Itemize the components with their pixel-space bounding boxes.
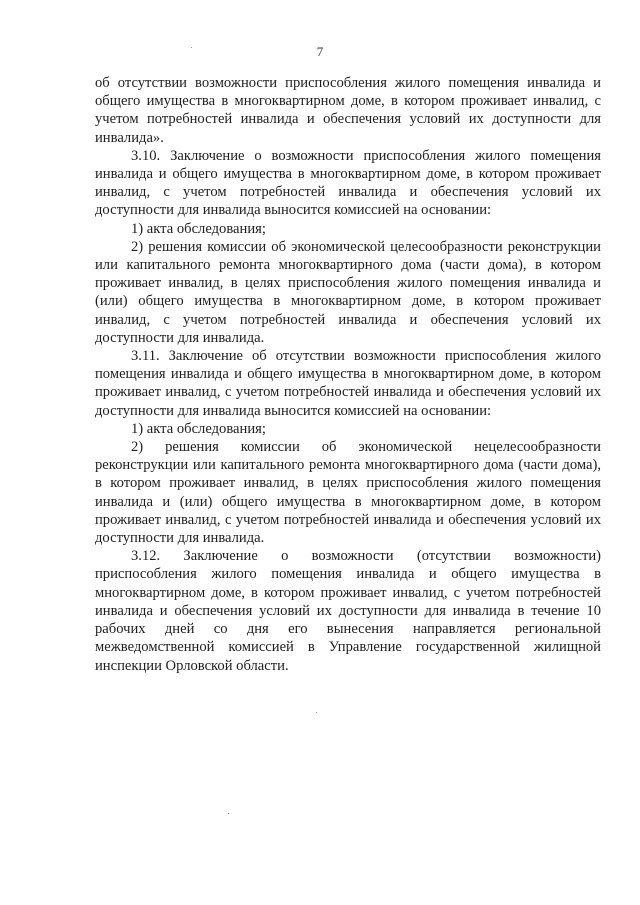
document-body [95,74,601,675]
paragraph-3-12: 3.12. Заключение о возможности (отсутствии возможности) приспособления жилого помещения инвалида и общего имущества в многоквартирном доме, в котором проживает инвалид, с учетом потребностей инвалида и обеспечения условий их доступности для инвалида в течение 10 рабочих дней со дня его вынесения направляется региональной межведомственной комиссией в Управление государственной жилищной инспекции Орловской области. [95,548,601,674]
paragraph-continuation: об отсутствии возможности приспособления жилого помещения инвалида и общего имущества в многоквартирном доме, в котором проживает инвалид, с учетом потребностей инвалида и обеспечения условий их доступности для инвалида». [95,75,601,146]
list-item-3-10-2: 2) решения комиссии об экономической целесообразности реконструкции или капитального ремонта многоквартирного дома (части дома), в котором проживает инвалид, в целях приспособления жилого помещения инвалида и (или) общего имущества в многоквартирном доме, в котором проживает инвалид, с учетом потребностей инвалида и обеспечения условий их доступности для инвалида. [95,238,601,346]
paragraph-3-11: 3.11. Заключение об отсутствии возможности приспособления жилого помещения инвалида и общего имущества в многоквартирном доме, в котором проживает инвалид, с учетом потребностей инвалида и обеспечения условий их доступности для инвалида выносится комиссией на основании: [95,348,601,419]
list-item-3-11-2: 2) решения комиссии об экономической нецелесообразности реконструкции или капитального ремонта многоквартирного дома (части дома), в котором проживает инвалид, в целях приспособления жилого помещения инвалида и (или) общего имущества в многоквартирном доме, в котором проживает инвалид, с учетом потребностей инвалида и обеспечения условий их доступности для инвалида. [95,439,601,547]
list-item-3-10-1: 1) акта обследования; [131,220,266,237]
paragraph-3-10: 3.10. Заключение о возможности приспособления жилого помещения инвалида и общего имущества в многоквартирном доме, в котором проживает инвалид, с учетом потребностей инвалида и обеспечения условий их доступности для инвалида выносится комиссией на основании: [95,147,601,219]
list-item-3-11-1: 1) акта обследования; [131,420,266,437]
scan-speck [191,47,192,48]
page-number: 7 [316,44,324,59]
scan-speck [316,712,317,713]
scan-speck [228,813,229,814]
